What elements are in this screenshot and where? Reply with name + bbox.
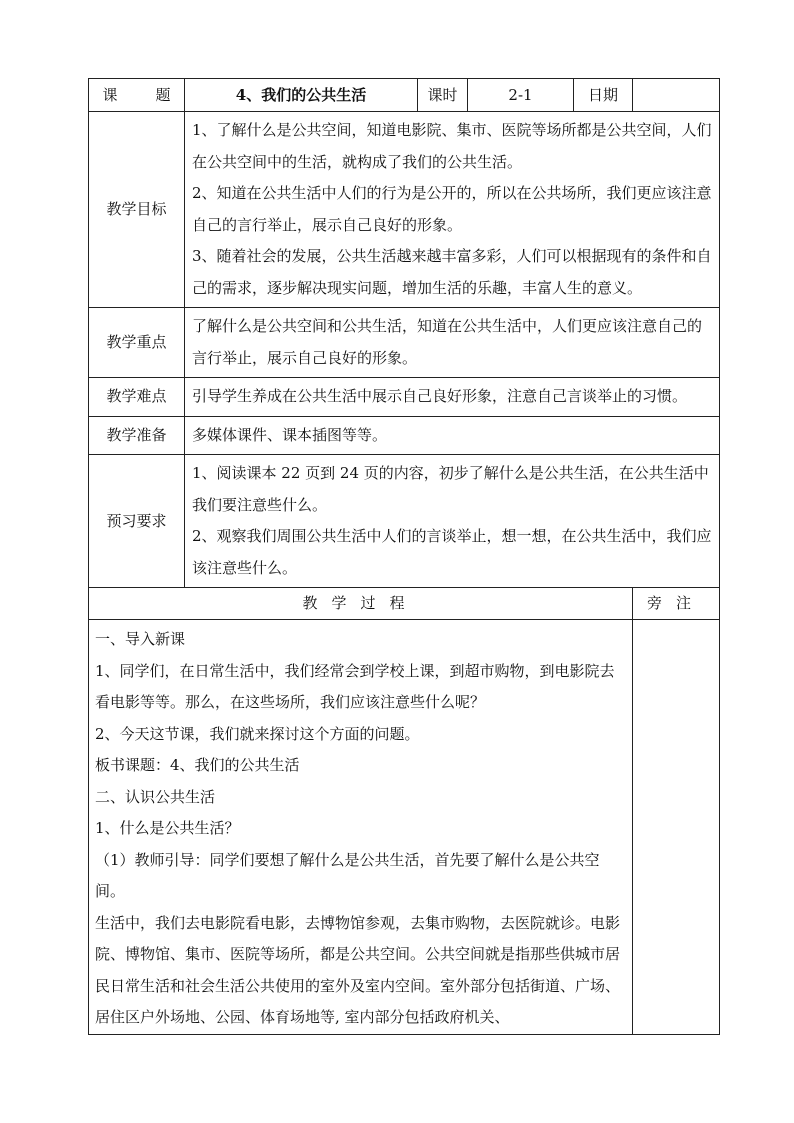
objectives-row bbox=[89, 112, 720, 308]
process-label: 教学过程 bbox=[302, 594, 419, 612]
process-body-row bbox=[89, 620, 720, 1035]
process-paragraph: 二、认识公共生活 bbox=[95, 787, 216, 806]
lesson-title: 4、我们的公共生活 bbox=[185, 79, 418, 112]
period-label: 课时 bbox=[418, 79, 468, 112]
subject-label-1: 课 bbox=[102, 85, 118, 104]
process-paragraph: 板书课题：4、我们的公共生活 bbox=[95, 756, 300, 774]
objective-item: 1、了解什么是公共空间，知道电影院、集市、医院等场所都是公共空间，人们在公共空间中的生活，就构成了我们的公共生活。 bbox=[192, 121, 712, 171]
preparation-row bbox=[89, 416, 720, 455]
preparation-text: 多媒体课件、课本插图等等。 bbox=[185, 416, 720, 455]
date-label: 日期 bbox=[574, 79, 633, 112]
objectives-label: 教学目标 bbox=[89, 112, 185, 308]
difficulties-label: 教学难点 bbox=[89, 378, 185, 417]
preview-row bbox=[89, 455, 720, 588]
process-paragraph: （1）教师引导：同学们要想了解什么是公共生活，首先要了解什么是公共空间。 bbox=[95, 850, 600, 900]
objective-item: 2、知道在公共生活中人们的行为是公开的，所以在公共场所，我们更应该注意自己的言行举止，展示自己良好的形象。 bbox=[192, 184, 712, 234]
header-row bbox=[89, 79, 720, 112]
process-paragraph: 1、什么是公共生活？ bbox=[95, 819, 240, 837]
subject-label-cell bbox=[89, 79, 185, 112]
preview-label: 预习要求 bbox=[89, 455, 185, 588]
process-paragraph: 生活中，我们去电影院看电影，去博物馆参观，去集市购物，去医院就诊。电影院、博物馆、集市、医院等场所，都是公共空间。公共空间就是指那些供城市居民日常生活和社会生活公共使用的室外及室内空间。室外部分包括街道、广场、居住区户外场地、公园、体育场地等, 室内部分包括政府机关、 bbox=[95, 913, 621, 1026]
subject-label-2: 题 bbox=[155, 85, 171, 104]
preview-content bbox=[185, 455, 720, 588]
side-note-label: 旁注 bbox=[646, 594, 705, 612]
lesson-plan-table bbox=[88, 78, 720, 1035]
side-note-content bbox=[633, 620, 720, 1035]
preparation-label: 教学准备 bbox=[89, 416, 185, 455]
objectives-content bbox=[185, 112, 720, 308]
process-paragraph: 一、导入新课 bbox=[95, 630, 186, 648]
process-label-cell bbox=[89, 588, 633, 620]
process-header-row bbox=[89, 588, 720, 620]
date-value bbox=[633, 79, 720, 112]
process-paragraph: 1、同学们，在日常生活中，我们经常会到学校上课，到超市购物，到电影院去看电影等等。那么，在这些场所，我们应该注意些什么呢？ bbox=[95, 661, 615, 711]
preview-item: 2、观察我们周围公共生活中人们的言谈举止，想一想，在公共生活中，我们应该注意些什么。 bbox=[192, 527, 712, 577]
key-points-text: 了解什么是公共空间和公共生活，知道在公共生活中，人们更应该注意自己的言行举止，展示自己良好的形象。 bbox=[185, 308, 720, 378]
process-content bbox=[89, 620, 633, 1035]
side-note-label-cell bbox=[633, 588, 720, 620]
key-points-row bbox=[89, 308, 720, 378]
key-points-label: 教学重点 bbox=[89, 308, 185, 378]
difficulties-text: 引导学生养成在公共生活中展示自己良好形象，注意自己言谈举止的习惯。 bbox=[185, 378, 720, 417]
difficulties-row bbox=[89, 378, 720, 417]
preview-item: 1、阅读课本 22 页到 24 页的内容，初步了解什么是公共生活，在公共生活中我们要注意些什么。 bbox=[192, 464, 709, 514]
process-paragraph: 2、今天这节课，我们就来探讨这个方面的问题。 bbox=[95, 724, 420, 743]
objective-item: 3、随着社会的发展，公共生活越来越丰富多彩，人们可以根据现有的条件和自己的需求，逐步解决现实问题，增加生活的乐趣，丰富人生的意义。 bbox=[192, 247, 712, 297]
period-value: 2-1 bbox=[468, 79, 574, 112]
